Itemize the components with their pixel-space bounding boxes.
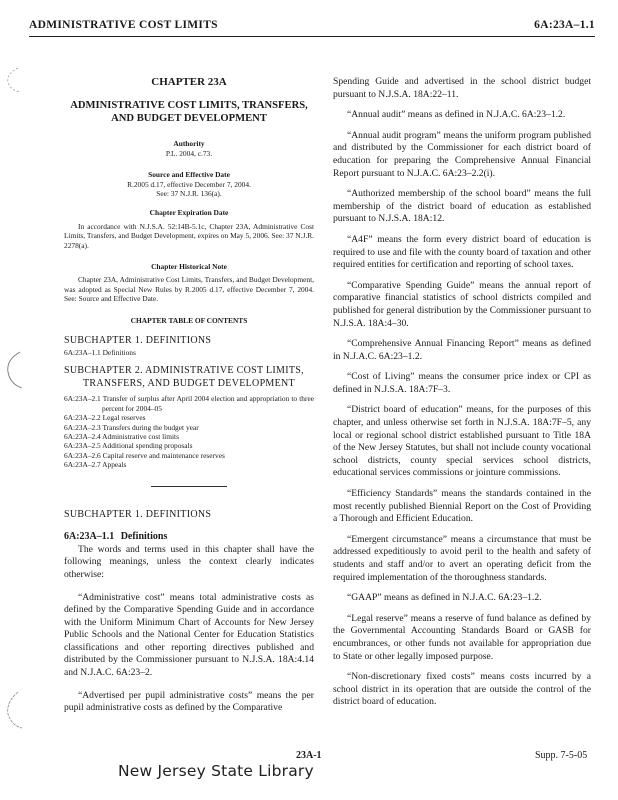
chapter-title-line-2: AND BUDGET DEVELOPMENT <box>111 113 267 124</box>
header-title: ADMINISTRATIVE COST LIMITS <box>29 19 218 31</box>
source-line-1: R.2005 d.17, effective December 7, 2004. <box>127 179 251 189</box>
toc-item: 6A:23A–2.2 Legal reserves <box>64 413 146 423</box>
chapter-number: CHAPTER 23A <box>151 76 227 88</box>
binder-hole-mark-top <box>4 66 24 94</box>
definition-advertised-per-pupil: “Advertised per pupil administrative costs” means the per pupil administrative costs as defined by the Comparative <box>64 689 314 714</box>
section-heading <box>64 531 314 544</box>
definition-district-board: “District board of education” means, for the purposes of this chapter, and unless otherwise set forth in N.J.S.A. 18A:7F–5, any local or regional school district established pursuant to Title 18A of the New Jersey Statutes, but shall not include county vocational school districts, county special services school districts, educational services commissions or jointure commissions. <box>333 404 591 479</box>
source-line-2: See: 37 N.J.R. 136(a). <box>156 189 222 199</box>
page-number: 23A-1 <box>296 750 322 761</box>
source-heading: Source and Effective Date <box>148 170 230 180</box>
library-stamp: New Jersey State Library <box>118 762 314 780</box>
supplement-date: Supp. 7-5-05 <box>535 750 588 761</box>
authority-text: P.L. 2004, c.73. <box>165 148 213 158</box>
definition-a4f: “A4F” means the form every district board of education is required to use and file with the county board of taxation and other required entities for certification and reporting of school taxes. <box>333 233 591 271</box>
definitions-intro: The words and terms used in this chapter shall have the following meanings, unless the context clearly indicates otherwise: <box>64 543 314 580</box>
toc-subchapter-1-item: 6A:23A–1.1 Definitions <box>64 347 136 357</box>
definition-continuation: Spending Guide and advertised in the school district budget pursuant to N.J.S.A. 18A:22–11. <box>333 76 591 100</box>
definition-legal-reserve: “Legal reserve” means a reserve of fund balance as defined by the Governmental Accounting Standards Board or GASB for encumbrances, or other funds not available for appropriation due to State or other legally imposed purpose. <box>333 612 591 662</box>
binder-hole-mark-middle <box>4 350 24 390</box>
definition-annual-audit-program: “Annual audit program” means the uniform program published and distributed by the Commissioner for each district board of education for preparing the Comprehensive Annual Financial Report pursuant to N.J.A.C. 6A:23–2.2(i). <box>333 129 591 179</box>
header-section-number: 6A:23A–1.1 <box>534 19 595 31</box>
toc-item: 6A:23A–2.6 Capital reserve and maintenance reserves <box>64 450 225 460</box>
toc-item: 6A:23A–2.4 Administrative cost limits <box>64 431 179 441</box>
history-text: Chapter 23A, Administrative Cost Limits, Transfers, and Budget Development, was adopted as Special New Rules by R.2005 d.17, effective December 7, 2004. See: Source and Effective Date. <box>64 275 314 304</box>
authority-heading: Authority <box>173 139 205 149</box>
toc-item: 6A:23A–2.7 Appeals <box>64 460 127 470</box>
toc-subchapter-2-line-2: TRANSFERS, AND BUDGET DEVELOPMENT <box>83 377 295 389</box>
definition-annual-audit: “Annual audit” means as defined in N.J.A.C. 6A:23–1.2. <box>347 109 566 121</box>
definition-non-discretionary-costs: “Non-discretionary fixed costs” means costs incurred by a school district in its operation that are outside the control of the district board of education. <box>333 671 591 708</box>
binder-hole-mark-bottom <box>4 690 24 730</box>
definition-administrative-cost: “Administrative cost” means total administrative costs as defined by the Comparative Spending Guide and in accordance with the Uniform Minimum Chart of Accounts for New Jersey Public Schools and the National Center for Education Statistics classifications and other reporting directives published and distributed by the Commissioner pursuant to N.J.S.A. 18A:4.14 and N.J.A.C. 6A:23–2. <box>64 591 314 679</box>
toc-subchapter-2-line-1: SUBCHAPTER 2. ADMINISTRATIVE COST LIMITS, <box>64 365 304 377</box>
definition-emergent-circumstance: “Emergent circumstance” means a circumstance that must be addressed expeditiously to avoid peril to the health and safety of students and staff and/or to avert an operating deficit from the required implementation of the thoroughness standards. <box>333 533 591 583</box>
definition-efficiency-standards: “Efficiency Standards” means the standards contained in the most recently published Biennial Report on the Cost of Providing a Thorough and Efficient Education. <box>333 488 591 525</box>
history-heading: Chapter Historical Note <box>151 262 227 272</box>
definition-cost-of-living: “Cost of Living” means the consumer price index or CPI as defined in N.J.S.A. 18A:7F–3. <box>333 371 591 395</box>
definition-authorized-membership: “Authorized membership of the school board” means the full membership of the district board of education as established pursuant to N.J.S.A. 18A:12. <box>333 188 591 225</box>
right-column <box>333 76 591 709</box>
toc-list <box>64 394 314 469</box>
toc-subchapter-1: SUBCHAPTER 1. DEFINITIONS <box>64 335 212 347</box>
chapter-title <box>64 99 314 126</box>
toc-heading: CHAPTER TABLE OF CONTENTS <box>130 315 248 325</box>
left-column <box>64 76 314 715</box>
expiration-text: In accordance with N.J.S.A. 52:14B-5.1c, Chapter 23A, Administrative Cost Limits, Transfers, and Budget Development, expires on May 5, 2006. See: 37 N.J.R. 2278(a). <box>64 221 314 250</box>
definition-comparative-spending-guide: “Comparative Spending Guide” means the annual report of comparative financial statistics of school districts compiled and published for general distribution by the Commissioner pursuant to N.J.S.A. 18A:4–30. <box>333 279 591 329</box>
toc-item: 6A:23A–2.5 Additional spending proposals <box>64 441 193 451</box>
section-title: Definitions <box>120 531 168 543</box>
toc-item: 6A:23A–2.1 Transfer of surplus after April 2004 election and appropriation to three percent for 2004–05 <box>64 394 314 413</box>
section-number: 6A:23A–1.1 <box>64 531 115 543</box>
running-header <box>29 18 595 37</box>
chapter-title-line-1: ADMINISTRATIVE COST LIMITS, TRANSFERS, <box>70 99 308 111</box>
definition-cafr: “Comprehensive Annual Financing Report” means as defined in N.J.A.C. 6A:23–1.2. <box>333 338 591 362</box>
definition-gaap: “GAAP” means as defined in N.J.A.C. 6A:23–1.2. <box>347 592 542 604</box>
expiration-heading: Chapter Expiration Date <box>149 208 229 218</box>
toc-item: 6A:23A–2.3 Transfers during the budget year <box>64 422 199 432</box>
subchapter-1-heading: SUBCHAPTER 1. DEFINITIONS <box>64 508 212 520</box>
